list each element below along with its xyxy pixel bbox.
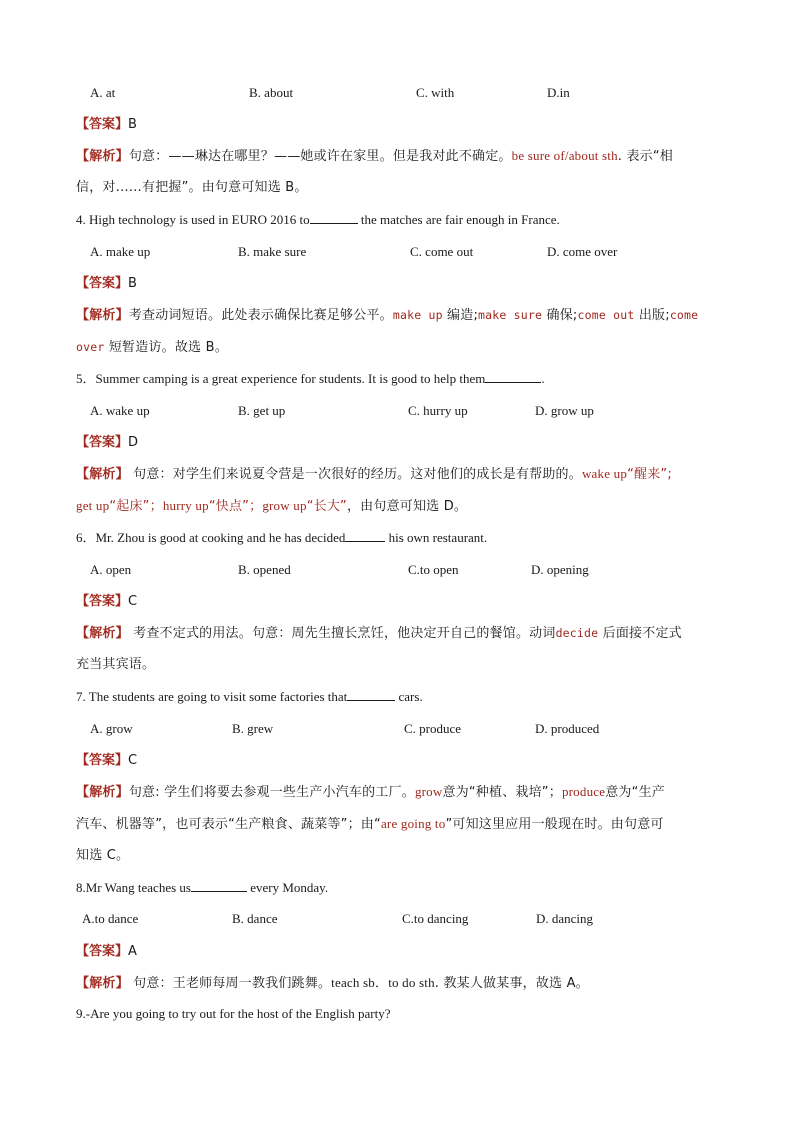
analysis-line bbox=[76, 815, 721, 834]
answer-value: B bbox=[128, 117, 138, 132]
analysis-line bbox=[76, 974, 721, 993]
answer-line bbox=[76, 433, 721, 452]
analysis-label: 【解析】 bbox=[76, 149, 129, 164]
analysis-line bbox=[76, 624, 721, 643]
analysis-line bbox=[76, 656, 721, 674]
analysis-term: make up bbox=[392, 308, 443, 322]
answer-value: C bbox=[128, 594, 138, 609]
option-d: D. opening bbox=[531, 562, 589, 577]
analysis-text: 充当其宾语。 bbox=[76, 657, 156, 672]
answer-blank bbox=[191, 879, 247, 892]
analysis-text: 意为“生产 bbox=[605, 785, 665, 800]
option-c: C. hurry up bbox=[408, 403, 468, 418]
analysis-label: 【解析】 bbox=[76, 976, 129, 991]
answer-blank bbox=[310, 211, 358, 224]
analysis-term: teach sb．to do sth bbox=[331, 975, 435, 990]
answer-line bbox=[76, 115, 721, 134]
question-text: 5．Summer camping is a great experience for students. It is good to help them bbox=[76, 371, 486, 386]
option-d: D. produced bbox=[535, 721, 600, 736]
analysis-term: hurry up bbox=[162, 498, 209, 513]
analysis-text: . 表示“相 bbox=[617, 149, 673, 164]
answer-line bbox=[76, 592, 721, 611]
question-text: cars. bbox=[395, 689, 423, 704]
analysis-term: produce bbox=[561, 784, 606, 799]
option-d: D.in bbox=[547, 85, 570, 100]
analysis-text: 意为“种植、栽培”； bbox=[442, 785, 562, 800]
analysis-line bbox=[76, 179, 721, 197]
option-d: D. grow up bbox=[535, 403, 594, 418]
analysis-text: 考查动词短语。此处表示确保比赛足够公平。 bbox=[128, 308, 393, 323]
analysis-term: are going to bbox=[380, 816, 446, 831]
question-text: his own restaurant. bbox=[385, 530, 488, 545]
analysis-text: 句意：王老师每周一教我们跳舞。 bbox=[133, 976, 332, 991]
question-8 bbox=[76, 879, 721, 897]
question-text: 9.-Are you going to try out for the host of the English party? bbox=[76, 1006, 391, 1021]
question-4 bbox=[76, 211, 721, 229]
option-b: B. make sure bbox=[238, 244, 307, 259]
analysis-text: 知选 C。 bbox=[76, 848, 130, 863]
analysis-label: 【解析】 bbox=[76, 626, 129, 641]
analysis-text: 确保; bbox=[546, 308, 578, 323]
analysis-line bbox=[76, 465, 721, 484]
question-9 bbox=[76, 1005, 721, 1023]
question-text: 8.Mr Wang teaches us bbox=[76, 880, 191, 895]
answer-blank bbox=[347, 688, 395, 701]
analysis-text: ，由句意可知选 D。 bbox=[346, 499, 468, 514]
answer-label: 【答案】 bbox=[76, 435, 129, 450]
analysis-text: . 教某人做某事，故选 A。 bbox=[434, 976, 589, 991]
question-text: . bbox=[541, 371, 545, 386]
option-a: A.to dance bbox=[82, 911, 139, 926]
question-text: 4. High technology is used in EURO 2016 to bbox=[76, 212, 310, 227]
analysis-text: 编造; bbox=[447, 308, 479, 323]
analysis-term: come out bbox=[577, 308, 635, 322]
analysis-label: 【解析】 bbox=[76, 308, 129, 323]
option-a: A. make up bbox=[90, 244, 151, 259]
option-a: A. wake up bbox=[90, 403, 150, 418]
analysis-term: grow bbox=[414, 784, 443, 799]
option-a: A. grow bbox=[90, 721, 133, 736]
analysis-text: 后面接不定式 bbox=[602, 626, 682, 641]
analysis-text: 汽车、机器等”，也可表示“生产粮食、蔬菜等”；由“ bbox=[76, 817, 381, 832]
question-6 bbox=[76, 529, 721, 547]
analysis-term: get up bbox=[76, 498, 110, 513]
analysis-text: 短暂造访。故选 B。 bbox=[108, 340, 228, 355]
analysis-term: be sure of/about sth bbox=[511, 148, 618, 163]
answer-label: 【答案】 bbox=[76, 944, 129, 959]
answer-label: 【答案】 bbox=[76, 594, 129, 609]
answer-label: 【答案】 bbox=[76, 753, 129, 768]
answer-line bbox=[76, 751, 721, 770]
option-d: D. dancing bbox=[536, 911, 594, 926]
answer-value: C bbox=[128, 753, 138, 768]
analysis-term: “起床”； bbox=[109, 499, 163, 514]
answer-blank bbox=[345, 529, 385, 542]
analysis-term: grow up bbox=[262, 498, 307, 513]
question-text: 6．Mr. Zhou is good at cooking and he has decided bbox=[76, 530, 346, 545]
answer-value: D bbox=[128, 435, 139, 450]
question-text: every Monday. bbox=[246, 880, 329, 895]
option-a: A. at bbox=[90, 85, 116, 100]
answer-line bbox=[76, 942, 721, 961]
question-5 bbox=[76, 370, 721, 388]
analysis-term: “醒来”; bbox=[627, 467, 672, 482]
analysis-term: decide bbox=[555, 626, 599, 640]
option-c: C. with bbox=[416, 85, 455, 100]
analysis-line bbox=[76, 306, 721, 325]
analysis-label: 【解析】 bbox=[76, 785, 129, 800]
option-c: C. come out bbox=[410, 244, 474, 259]
analysis-text: 考查不定式的用法。句意：周先生擅长烹饪，他决定开自己的餐馆。动词 bbox=[133, 626, 556, 641]
answer-value: A bbox=[128, 944, 138, 959]
answer-blank bbox=[485, 370, 541, 383]
answer-value: B bbox=[128, 276, 138, 291]
option-b: B. opened bbox=[238, 562, 291, 577]
question-text: the matches are fair enough in France. bbox=[357, 212, 560, 227]
analysis-term: make sure bbox=[478, 308, 543, 322]
analysis-line bbox=[76, 847, 721, 865]
question-7 bbox=[76, 688, 721, 706]
answer-label: 【答案】 bbox=[76, 117, 129, 132]
analysis-line bbox=[76, 497, 721, 516]
analysis-label: 【解析】 bbox=[76, 467, 129, 482]
option-d: D. come over bbox=[547, 244, 618, 259]
analysis-term: “快点”； bbox=[208, 499, 263, 514]
analysis-text: 句意：对学生们来说夏令营是一次很好的经历。这对他们的成长是有帮助的。 bbox=[133, 467, 582, 482]
option-c: C.to open bbox=[408, 562, 459, 577]
option-c: C. produce bbox=[404, 721, 462, 736]
analysis-text: 句意：——琳达在哪里？——她或许在家里。但是我对此不确定。 bbox=[128, 149, 512, 164]
analysis-term: over bbox=[76, 340, 105, 354]
answer-line bbox=[76, 274, 721, 293]
analysis-text: 信，对……有把握”。由句意可知选 B。 bbox=[76, 180, 308, 195]
analysis-line bbox=[76, 783, 721, 802]
question-text: 7. The students are going to visit some factories that bbox=[76, 689, 348, 704]
analysis-text: 句意: 学生们将要去参观一些生产小汽车的工厂。 bbox=[128, 785, 415, 800]
answer-label: 【答案】 bbox=[76, 276, 129, 291]
option-c: C.to dancing bbox=[402, 911, 469, 926]
analysis-line bbox=[76, 147, 721, 166]
option-a: A. open bbox=[90, 562, 132, 577]
analysis-text: ”可知这里应用一般现在时。由句意可 bbox=[445, 817, 664, 832]
option-b: B. dance bbox=[232, 911, 278, 926]
analysis-term: come bbox=[669, 308, 699, 322]
option-b: B. grew bbox=[232, 721, 274, 736]
analysis-line bbox=[76, 338, 721, 357]
option-b: B. get up bbox=[238, 403, 286, 418]
option-b: B. about bbox=[249, 85, 294, 100]
analysis-term: wake up bbox=[581, 466, 628, 481]
analysis-term: “长大” bbox=[306, 499, 347, 514]
analysis-text: 出版; bbox=[638, 308, 670, 323]
